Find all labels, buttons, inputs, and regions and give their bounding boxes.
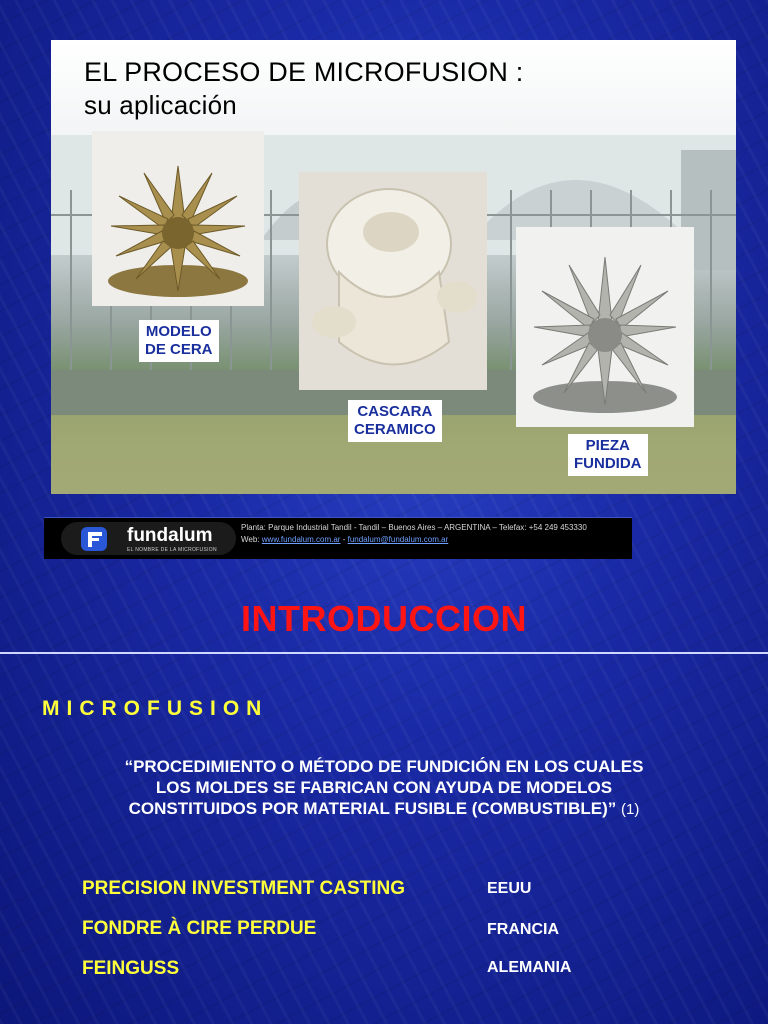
definition-line-1: “PROCEDIMIENTO O MÉTODO DE FUNDICIÓN EN LOS CUALES	[124, 757, 644, 776]
caption-ceramic-shell-line1: CASCARA	[357, 403, 433, 420]
definition-line-3-wrap	[60, 798, 708, 820]
wax-heatsink-graphic	[92, 131, 264, 306]
country-eeuu: EEUU	[487, 880, 532, 897]
caption-cast-part-line2: FUNDIDA	[574, 455, 642, 472]
caption-cast-part-line1: PIEZA	[585, 437, 630, 454]
website-link[interactable]: www.fundalum.com.ar	[261, 535, 341, 544]
fundalum-logo-bar	[44, 517, 632, 559]
term-feinguss: FEINGUSS	[82, 958, 180, 979]
slide-title: EL PROCESO DE MICROFUSION :	[84, 57, 524, 87]
wax-model-image	[92, 131, 264, 306]
definition-line-2: LOS MOLDES SE FABRICAN CON AYUDA DE MODELOS	[155, 778, 613, 797]
link-separator: -	[342, 535, 346, 544]
email-link[interactable]: fundalum@fundalum.com.ar	[347, 535, 449, 544]
ceramic-shell-image	[299, 172, 487, 390]
definition-text	[60, 756, 708, 820]
fundalum-logo-icon	[79, 525, 109, 553]
slide-photo	[51, 40, 736, 494]
caption-wax-model-line1: MODELO	[145, 323, 212, 340]
footnote-ref: (1)	[621, 801, 640, 818]
country-francia: FRANCIA	[487, 921, 559, 938]
caption-wax-model	[139, 320, 219, 362]
section-divider	[0, 652, 768, 654]
cast-heatsink-graphic	[516, 227, 694, 427]
slide-subtitle: su aplicación	[84, 90, 237, 120]
plant-address: Planta: Parque Industrial Tandil - Tandil – Buenos Aires – ARGENTINA – Telefax: +54 249 453330	[241, 523, 587, 532]
brand-tagline: EL NOMBRE DE LA MICROFUSION	[127, 547, 217, 553]
caption-wax-model-line2: DE CERA	[145, 341, 213, 358]
ceramic-shell-graphic	[299, 172, 487, 390]
brand-name: fundalum	[127, 525, 213, 546]
term-precision-investment-casting: PRECISION INVESTMENT CASTING	[82, 878, 406, 899]
caption-ceramic-shell	[348, 400, 442, 442]
definition-line-3: CONSTITUIDOS POR MATERIAL FUSIBLE (COMBUSTIBLE)”	[128, 799, 617, 818]
term-fondre-a-cire-perdue: FONDRE À CIRE PERDUE	[82, 918, 317, 939]
caption-ceramic-shell-line2: CERAMICO	[354, 421, 436, 438]
cast-part-image	[516, 227, 694, 427]
web-label: Web:	[241, 535, 260, 544]
country-alemania: ALEMANIA	[487, 959, 572, 976]
contact-line	[241, 535, 448, 544]
caption-cast-part	[568, 434, 648, 476]
intro-heading: INTRODUCCION	[241, 598, 527, 639]
microfusion-label: MICROFUSION	[42, 697, 269, 720]
